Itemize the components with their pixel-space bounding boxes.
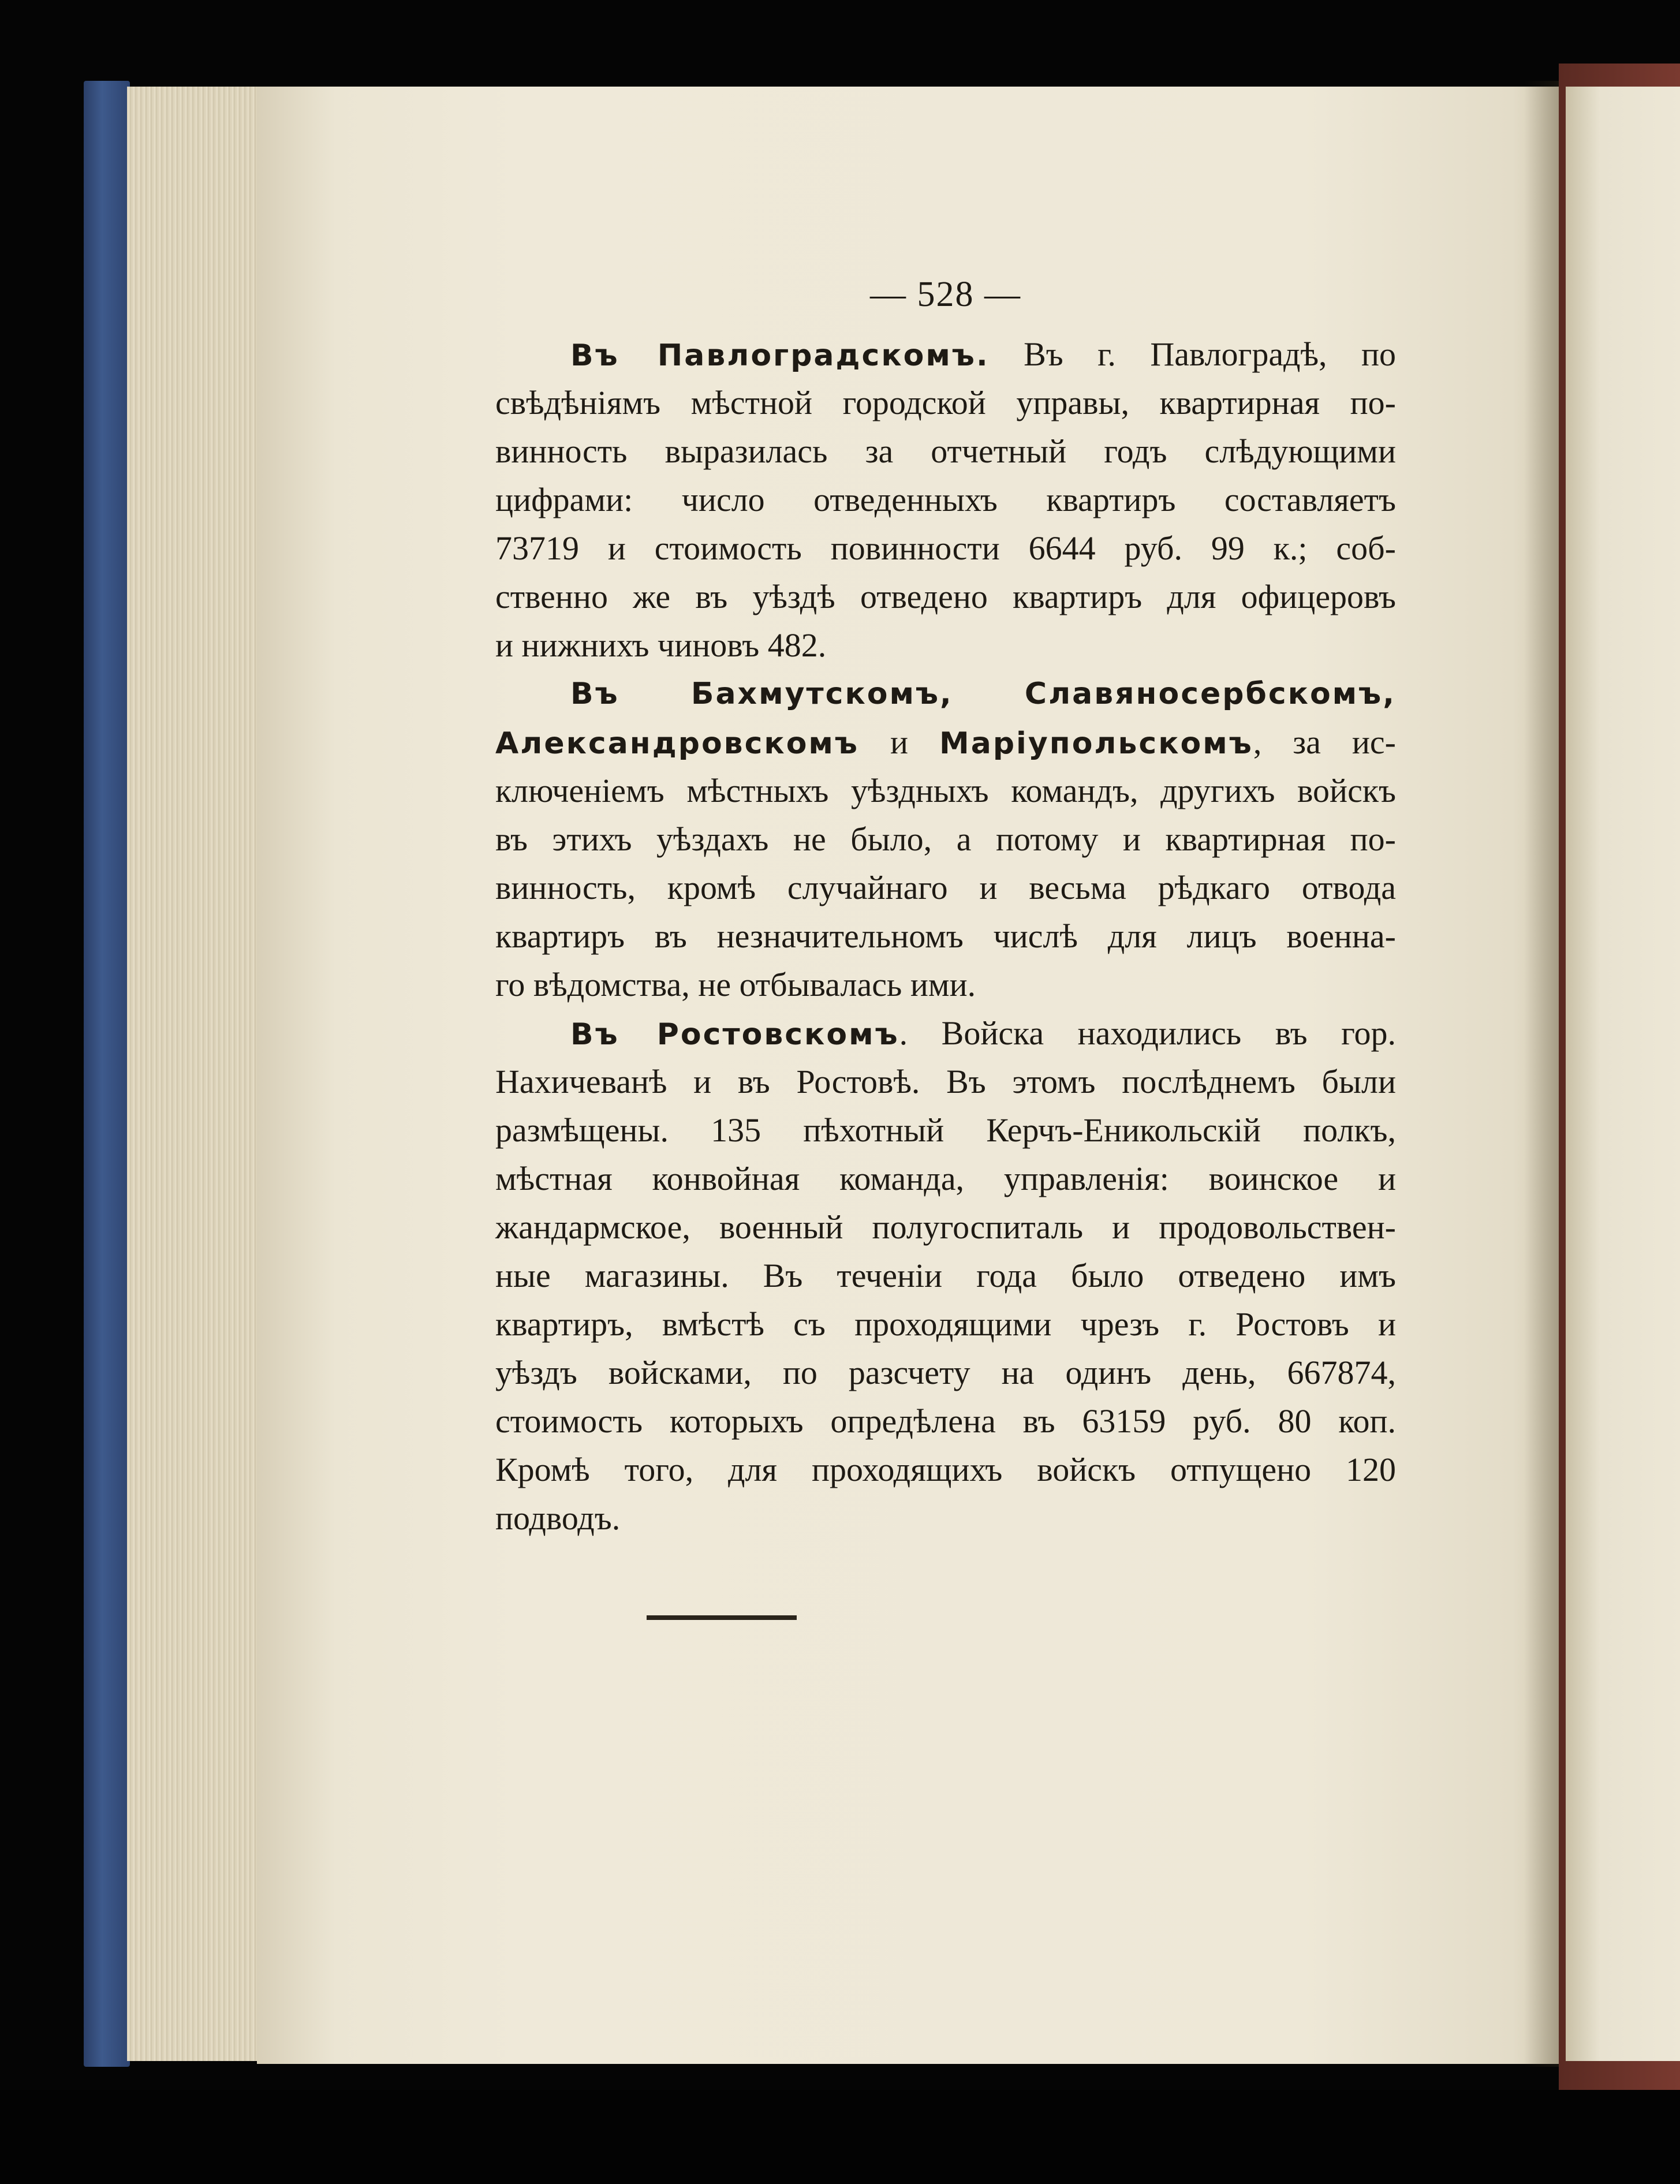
text-line: 73719 и стоимость повинности 6644 руб. 99 к.; соб-	[495, 529, 1396, 567]
text-fragment: , за ис-	[1253, 723, 1396, 761]
text-line: стоимость которыхъ опредѣлена въ 63159 руб. 80 коп.	[495, 1402, 1396, 1440]
text-line: винность, кромѣ случайнаго и весьма рѣдкаго отвода	[495, 869, 1396, 906]
text-line: . Войска находились въ гор.	[899, 1014, 1396, 1052]
text-line: мѣстная конвойная команда, управленія: воинское и	[495, 1160, 1396, 1197]
text-line: подводъ.	[495, 1499, 621, 1537]
text-line: ключеніемъ мѣстныхъ уѣздныхъ командъ, другихъ войскъ	[495, 772, 1396, 809]
text-line: винность выразилась за отчетный годъ слѣдующими	[495, 432, 1396, 470]
background-bottom	[0, 2090, 1680, 2184]
page-text	[495, 271, 1396, 1543]
text-line: квартиръ въ незначительномъ числѣ для лицъ военна-	[495, 917, 1396, 955]
paragraph-1-line-1	[495, 330, 1396, 379]
text-line: и нижнихъ чиновъ 482.	[495, 626, 827, 664]
text-line: свѣдѣніямъ мѣстной городской управы, квартирная по-	[495, 384, 1396, 421]
page-edges	[127, 87, 266, 2061]
text-line: уѣздъ войсками, по разсчету на одинъ день, 667874,	[495, 1354, 1396, 1391]
text-line: въ этихъ уѣздахъ не было, а потому и квартирная по-	[495, 820, 1396, 858]
facing-page-edge	[1566, 87, 1680, 2061]
text-line: Въ г. Павлоградѣ, по	[1024, 335, 1396, 373]
section-heading-mariupol: Маріупольскомъ	[939, 726, 1253, 761]
text-line: размѣщены. 135 пѣхотный Керчъ-Еникольскій полкъ,	[495, 1111, 1396, 1149]
text-line: жандармское, военный полугоспиталь и продовольствен-	[495, 1208, 1396, 1246]
text-line: цифрами: число отведенныхъ квартиръ составляетъ	[495, 481, 1396, 518]
text-line: го вѣдомства, не отбывалась ими.	[495, 966, 976, 1003]
section-heading-pavlograd: Въ Павлоградскомъ.	[570, 338, 990, 373]
text-line: Кромѣ того, для проходящихъ войскъ отпущено 120	[495, 1451, 1396, 1488]
paragraph-2-heading-line-2	[495, 718, 1396, 767]
text-line: квартиръ, вмѣстѣ съ проходящими чрезъ г. Ростовъ и	[495, 1305, 1396, 1343]
page-number: — 528 —	[870, 275, 1021, 314]
section-heading-aleksandrovsk: Александровскомъ	[495, 726, 860, 761]
section-heading-rostov: Въ Ростовскомъ	[570, 1017, 899, 1052]
text-line: Нахичеванѣ и въ Ростовѣ. Въ этомъ послѣднемъ были	[495, 1063, 1396, 1100]
text-line: ные магазины. Въ теченіи года было отведено имъ	[495, 1257, 1396, 1294]
closing-rule	[647, 1615, 797, 1620]
section-heading-bakhmut: Въ Бахмутскомъ, Славяносербскомъ,	[570, 677, 1396, 711]
text-fragment: и	[859, 723, 939, 761]
paragraph-3-line-1	[495, 1009, 1396, 1058]
book-cover-left	[84, 81, 130, 2067]
text-line: ственно же въ уѣздѣ отведено квартиръ для офицеровъ	[495, 578, 1396, 615]
